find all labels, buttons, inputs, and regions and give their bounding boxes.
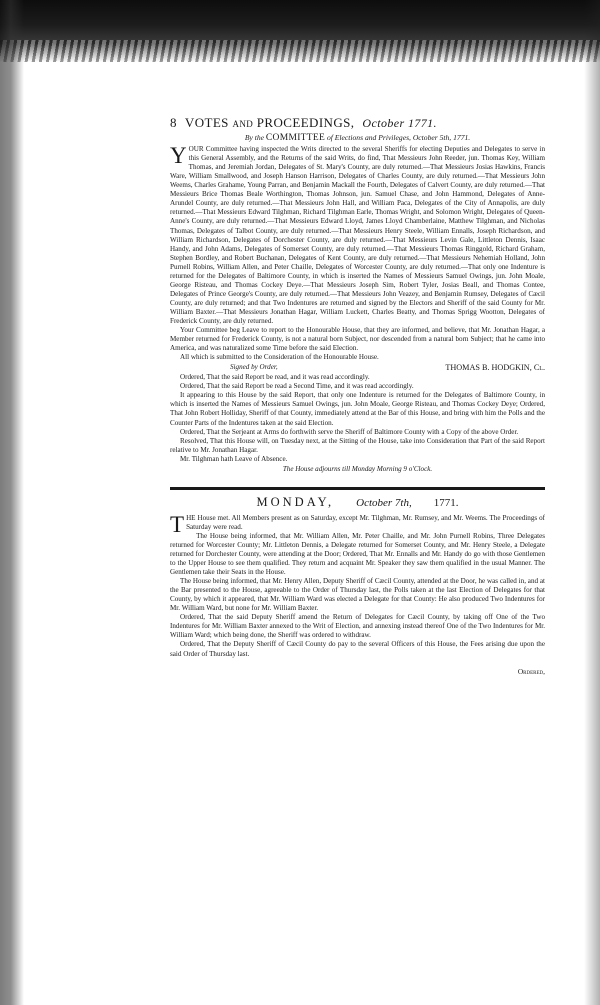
committee-heading-pre: By the <box>244 133 264 143</box>
committee-report-paragraph <box>170 145 545 326</box>
monday-year: 1771. <box>433 496 459 509</box>
house-met-text: HE House met. All Members present as on Saturday, except Mr. Tilghman, Mr. Rumsey, and Mr. Weems. The Proceedings of Saturday were read. <box>186 513 545 531</box>
catchword: Ordered, <box>517 666 545 676</box>
order-second-read-paragraph: Ordered, That the said Report be read a Second Time, and it was read accordingly. <box>180 382 414 391</box>
monday-date: October 7th, <box>356 496 412 509</box>
house-met-paragraph <box>170 511 545 537</box>
drop-cap-2: T <box>170 511 185 537</box>
header-title: VOTES and PROCEEDINGS, <box>184 115 355 130</box>
monday-heading <box>170 494 545 509</box>
scan-right-edge <box>584 0 600 1005</box>
adjournment-line: The House adjourns till Monday Morning 9 o'Clock. <box>282 464 433 473</box>
committee-heading <box>170 133 545 143</box>
monday-word: MONDAY, <box>256 494 335 509</box>
order-read-paragraph: Ordered, That the said Report be read, and it was read accordingly. <box>180 373 370 382</box>
committee-report-text: OUR Committee having inspected the Writs directed to the several Sheriffs for electing Deputies and Delegates to serve in this General Assembly, and the Returns of the said Writs, do find, That Messieurs John Reeder, jun. Thomas Key, William Thomas, and Jeremiah Jordan, Delegates of St. Mary's County, are duly returned.—That Messieurs Josias Hawkins, Francis Ware, William Smallwood, and Joseph Hanson Harrison, Delegates of Charles County, are duly returned.—That Messieurs John Weems, Charles Grahame, Young Parran, and Benjamin Mackall the Fourth, Delegates of Calvert County, are duly returned.—That Messieurs Brice Thomas Beale Worthington, Thomas Johnson, jun. Samuel Chase, and John Hammond, Delegates of Anne-Arundel County, are duly returned.—That Messieurs John Hall, and William Paca, Delegates of the City of Annapolis, are duly returned.—That Messieurs Edward Tilghman, Richard Tilghman Earle, Thomas Wright, and Solomon Wright, Delegates of Queen-Anne's County, are duly returned.—That Messieurs Edward Lloyd, James Lloyd Chamberlaine, Matthew Tilghman, and Nicholas Thomas, Delegates of Talbot County, are duly returned.—That Messieurs Henry Steele, William Ennalls, Joseph Richardson, and William Richardson, Delegates of Dorchester County, are duly returned.—That Messieurs Levin Gale, Littleton Dennis, Isaac Handy, and John Adams, Delegates of Somerset County, are duly returned.—That Messieurs Thomas Ringgold, Richard Graham, Stephen Bordley, and Robert Buchanan, Delegates of Kent County, are duly returned.—That Messieurs Nehemiah Holland, John Purnell Robins, William Allen, and Peter Chaille, Delegates of Worcester County, are duly returned.—That only one Indenture is returned for the Delegates of Baltimore County, in which is inserted the Names of Messieurs Samuel Owings, jun. John Moale, George Risteau, and Thomas Cockey Deye.—That Messieurs Joseph Sim, Robert Tyler, Josias Beall, and Thomas Contee, Delegates of Prince George's County, are duly returned.—That Messieurs John Veazey, and Benjamin Rumsey, Delegates of Cæcil County, are duly returned; and that Two Indentures are returned and signed by the Electors and Sheriff of the said County for Mr. William Baxter.—That Messieurs Jonathan Hagar, William Luckett, Charles Beatty, and Thomas Sprigg Wootton, Delegates of Frederick County, are duly returned. <box>170 145 545 325</box>
amend-return-paragraph: Ordered, That the said Deputy Sheriff amend the Return of Delegates for Cæcil County, by taking off One of the Two Indentures for Mr. William Baxter annexed to the Writ of Election, and annexing instead thereof One of the Two Indentures for Mr. William Ward; which being done, the Sheriff was ordered to withdraw. <box>170 613 545 640</box>
signature-line <box>170 363 545 372</box>
committee-heading-post: of Elections and Privileges, October 5th, 1771. <box>326 133 471 143</box>
section-divider <box>170 487 545 490</box>
delegates-qualified-paragraph: The House being informed, that Mr. William Allen, Mr. Peter Chaille, and Mr. John Purnell Robins, Three Delegates returned for Worcester County; Mr. Littleton Dennis, a Delegate returned for Somerset County, and Mr. Henry Steele, a Delegate returned for Dorchester County, were attending at the Door; Ordered, That Mr. Ennalls and Mr. Handy do go with those Gentlemen to the Upper House to see them qualified. They return and acquaint Mr. Speaker they saw them qualified in the usual Manner. The Gentlemen take their Seats in the House. <box>170 531 545 577</box>
serjeant-order-paragraph: Ordered, That the Serjeant at Arms do forthwith serve the Sheriff of Baltimore County with a Copy of the above Order. <box>180 427 519 436</box>
scan-left-edge <box>0 0 24 1005</box>
scan-top-edge <box>0 0 600 62</box>
document-page <box>170 115 545 676</box>
header-date: October 1771. <box>362 116 437 130</box>
deputy-sheriff-paragraph: The House being informed, that Mr. Henry Allen, Deputy Sheriff of Cæcil County, attended at the Door, he was called in, and at the Bar presented to the House, agreeable to the Order of Thursday last, the Polls taken at the last Election of Delegates for that County, by which it appeared, that Mr. William Ward was elected a Delegate for that County: He also produced Two Indentures for Mr. William Ward, but none for Mr. William Baxter. <box>170 577 545 613</box>
submission-paragraph: All which is submitted to the Consideration of the Honourable House. <box>180 353 379 362</box>
fees-order-paragraph: Ordered, That the Deputy Sheriff of Cæcil County do pay to the several Officers of this House, the Fees arising due upon the said Order of Thursday last. <box>170 640 545 658</box>
committee-heading-title: COMMITTEE <box>265 133 326 144</box>
drop-cap: Y <box>170 143 187 169</box>
leave-of-absence-paragraph: Mr. Tilghman hath Leave of Absence. <box>180 454 288 463</box>
clerk-signature: THOMAS B. HODGKIN, Cl. <box>445 363 545 373</box>
hagar-paragraph: Your Committee beg Leave to report to the Honourable House, that they are informed, and believe, that Mr. Jonathan Hagar, a Member returned for Frederick County, is not a natural born Subject, nor descended from a natural born Subject; that he came into America, and was naturalized some Time before the said Election. <box>170 326 545 353</box>
page-header <box>170 115 545 130</box>
resolved-paragraph: Resolved, That this House will, on Tuesday next, at the Sitting of the House, take into Consideration that Part of the said Report relative to Mr. Jonathan Hagar. <box>170 436 545 454</box>
signed-by-order: Signed by Order, <box>230 363 278 372</box>
baltimore-indenture-paragraph: It appearing to this House by the said Report, that only one Indenture is returned for the Delegates of Baltimore County, in which is inserted the Names of Messieurs Samuel Owings, jun. John Moale, George Risteau, and Thomas Cockey Deye; Ordered, That John Robert Holliday, Sheriff of that County, immediately attend at the Bar of this House, and bring with him the Polls and the Counter Parts of the Indentures taken at the said Election. <box>170 391 545 427</box>
page-number: 8 <box>170 115 177 130</box>
